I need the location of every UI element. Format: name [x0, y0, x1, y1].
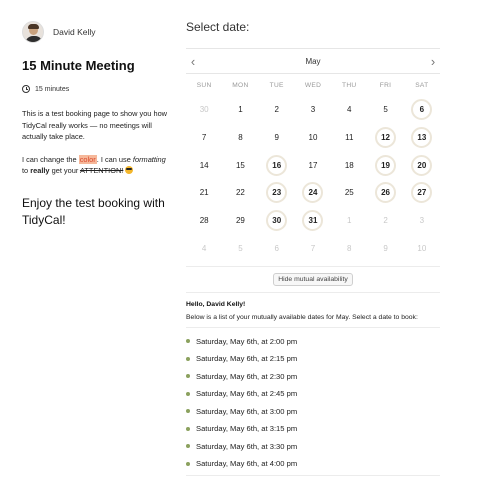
greeting: Hello, David Kelly! [186, 300, 246, 308]
weekday-label: TUE [269, 82, 284, 89]
weekday-label: WED [304, 82, 322, 89]
description-text: to [22, 166, 31, 175]
bullet-dot-icon [186, 374, 190, 378]
weekday-label: SUN [196, 82, 212, 89]
calendar-day-number: 28 [199, 215, 209, 225]
avatar [22, 21, 44, 43]
calendar-day [186, 127, 222, 148]
calendar-day [259, 99, 295, 120]
description-paragraph-1: This is a test booking page to show you how TidyCal really works — no meetings will actually take place. [22, 109, 168, 141]
closing-message: Enjoy the test booking with TidyCal! [22, 195, 165, 227]
time-slot-label: Saturday, May 6th, at 3:15 pm [196, 424, 298, 434]
bullet-dot-icon [186, 409, 190, 413]
calendar-day-number: 21 [199, 188, 209, 198]
weekday-label: MON [232, 82, 249, 89]
weekday-label: THU [342, 82, 357, 89]
calendar-day-number: 27 [411, 182, 432, 203]
calendar-day-available[interactable] [367, 182, 403, 203]
time-slot-label: Saturday, May 6th, at 2:00 pm [196, 336, 298, 346]
bullet-dot-icon [186, 339, 190, 343]
calendar-day [222, 182, 258, 203]
time-slot[interactable] [186, 385, 440, 403]
availability-intro: Below is a list of your mutually available dates for May. Select a date to book: [186, 313, 418, 321]
calendar-day-outside-month [331, 210, 367, 231]
calendar-day-available[interactable] [295, 182, 331, 203]
calendar-day [259, 127, 295, 148]
calendar-day-number: 6 [274, 243, 279, 253]
calendar-day [186, 182, 222, 203]
time-slot-label: Saturday, May 6th, at 3:00 pm [196, 406, 298, 416]
time-slot[interactable] [186, 455, 440, 473]
bullet-dot-icon [186, 427, 190, 431]
time-slot-label: Saturday, May 6th, at 3:30 pm [196, 441, 298, 451]
calendar-day-number: 17 [308, 160, 318, 170]
calendar-day-number: 31 [302, 210, 323, 231]
divider [186, 266, 440, 267]
calendar-day-number: 2 [383, 215, 388, 225]
time-slot[interactable] [186, 420, 440, 438]
description-text: get your [49, 166, 80, 175]
calendar-day [295, 154, 331, 175]
calendar-day-available[interactable] [295, 210, 331, 231]
calendar-day-outside-month [404, 237, 440, 258]
calendar-day-outside-month [367, 210, 403, 231]
calendar-day-number: 30 [199, 105, 209, 115]
calendar-day-number: 5 [238, 243, 243, 253]
description-text: I can change the [22, 154, 79, 164]
divider [186, 327, 440, 328]
calendar-day-number: 23 [266, 182, 287, 203]
calendar-day [295, 127, 331, 148]
calendar-day [331, 154, 367, 175]
calendar-header [186, 48, 440, 74]
time-slot[interactable] [186, 368, 440, 386]
calendar-day-number: 5 [383, 105, 388, 115]
highlighted-word: color [79, 154, 96, 164]
calendar-day-number: 4 [347, 105, 352, 115]
host-name: David Kelly [53, 27, 96, 37]
calendar-day-number: 3 [310, 105, 316, 115]
calendar-day-available[interactable] [259, 210, 295, 231]
chevron-left-icon[interactable]: ‹ [190, 53, 196, 69]
bullet-dot-icon [186, 444, 190, 448]
calendar-day-number: 15 [235, 160, 245, 170]
meeting-title: 15 Minute Meeting [22, 58, 135, 73]
calendar-day-outside-month [259, 237, 295, 258]
calendar-day [331, 127, 367, 148]
duration-label: 15 minutes [35, 85, 70, 93]
time-slot[interactable] [186, 350, 440, 368]
time-slot-label: Saturday, May 6th, at 2:30 pm [196, 371, 298, 381]
duration [22, 85, 172, 93]
calendar-day-number: 20 [411, 155, 432, 176]
calendar-day-outside-month [367, 237, 403, 258]
time-slot-label: Saturday, May 6th, at 2:15 pm [196, 354, 298, 364]
calendar-day-number: 30 [266, 210, 287, 231]
calendar-day-number: 13 [411, 127, 432, 148]
divider [186, 292, 440, 293]
calendar-day-available[interactable] [367, 127, 403, 148]
calendar-day [222, 210, 258, 231]
weekday-label: FRI [379, 82, 392, 89]
booking-panel [186, 20, 440, 476]
clock-icon [22, 85, 30, 93]
calendar-day [186, 210, 222, 231]
bullet-dot-icon [186, 462, 190, 466]
calendar-day-available[interactable] [259, 154, 295, 175]
hide-mutual-availability-button[interactable]: Hide mutual availability [273, 273, 353, 286]
italic-word: formatting [132, 154, 166, 164]
calendar-day [186, 154, 222, 175]
divider [186, 475, 440, 476]
weekday-label: SAT [415, 82, 429, 89]
calendar-day-number: 8 [347, 243, 352, 253]
calendar-day-outside-month [404, 210, 440, 231]
calendar-day-number: 4 [201, 243, 207, 253]
calendar-day-number: 12 [375, 127, 396, 148]
calendar-day-available[interactable] [404, 99, 440, 120]
calendar-day [367, 99, 403, 120]
description-text: . I can use [96, 154, 133, 164]
calendar-day-number: 11 [345, 132, 354, 142]
calendar-day [222, 154, 258, 175]
calendar-day-number: 2 [274, 105, 279, 115]
calendar-day-number: 22 [235, 188, 245, 198]
calendar-day-outside-month [186, 99, 222, 120]
time-slot[interactable] [186, 403, 440, 421]
calendar-day [222, 127, 258, 148]
month-label: May [305, 56, 321, 66]
calendar-day-number: 7 [310, 243, 316, 253]
calendar-day-number: 19 [375, 155, 396, 176]
time-slot-list [186, 333, 440, 473]
time-slot-label: Saturday, May 6th, at 4:00 pm [196, 459, 298, 469]
description-paragraph-2 [22, 154, 172, 177]
time-slot-label: Saturday, May 6th, at 2:45 pm [196, 389, 298, 399]
calendar-day-number: 26 [375, 182, 396, 203]
calendar-day-number: 7 [201, 132, 207, 142]
time-slot[interactable] [186, 438, 440, 456]
calendar-day-outside-month [331, 237, 367, 258]
calendar-day-number: 29 [235, 215, 245, 225]
calendar-day-outside-month [295, 237, 331, 258]
calendar-day-available[interactable] [404, 127, 440, 148]
smiling-face-with-sunglasses-icon [125, 166, 133, 174]
weekday-header [186, 82, 440, 89]
calendar-day-number: 24 [302, 182, 323, 203]
strikethrough-word: ATTENTION! [79, 166, 124, 175]
calendar-day-number: 18 [344, 160, 354, 170]
calendar-day-available[interactable] [404, 154, 440, 175]
calendar-day-available[interactable] [404, 182, 440, 203]
calendar-day-number: 8 [238, 132, 243, 142]
calendar-day-number: 9 [383, 243, 388, 253]
calendar-day-number: 1 [347, 215, 352, 225]
calendar-day-number: 14 [199, 160, 209, 170]
calendar-day-number: 16 [266, 155, 287, 176]
host-info [22, 20, 172, 44]
calendar-day-number: 6 [411, 99, 432, 120]
calendar-day [331, 99, 367, 120]
calendar-day-outside-month [186, 237, 222, 258]
time-slot[interactable] [186, 333, 440, 351]
calendar-day-available[interactable] [367, 154, 403, 175]
calendar-day-number: 9 [274, 132, 279, 142]
bullet-dot-icon [186, 392, 190, 396]
calendar-day-number: 10 [308, 132, 318, 142]
calendar-day-number: 1 [238, 105, 243, 115]
bold-word: really [30, 166, 50, 175]
calendar-grid [186, 99, 440, 259]
calendar-day [331, 182, 367, 203]
calendar-day [222, 99, 258, 120]
select-date-heading: Select date: [186, 20, 250, 34]
calendar-day-number: 3 [419, 215, 425, 225]
chevron-right-icon[interactable]: › [430, 53, 436, 69]
bullet-dot-icon [186, 357, 190, 361]
calendar-day-available[interactable] [259, 182, 295, 203]
calendar-day-number: 25 [344, 188, 354, 198]
meeting-description [22, 108, 172, 177]
calendar-day-outside-month [222, 237, 258, 258]
calendar-day-number: 10 [417, 243, 427, 253]
event-details-panel [22, 20, 172, 229]
calendar-day [295, 99, 331, 120]
